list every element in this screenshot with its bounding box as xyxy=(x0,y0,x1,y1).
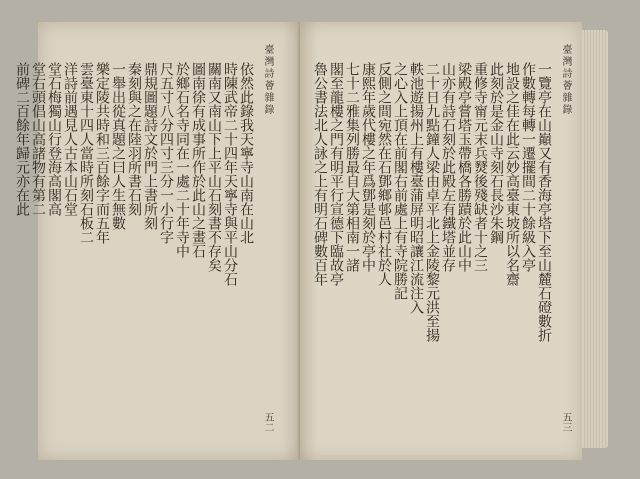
text-column: 關南又南山下上平山石刻書不存矣 xyxy=(206,62,222,272)
text-column: 秦刻與之在陸羽所書石刻 xyxy=(126,62,142,216)
right-page-header: 臺灣詩薈雜錄 xyxy=(560,44,571,116)
text-column: 鼎規圖題詩文於門上書所刻 xyxy=(142,62,158,230)
left-page-number: 五二 xyxy=(262,412,273,432)
text-column: 魯公書法北人詠之上有明石碑數百年 xyxy=(312,62,328,286)
text-column: 堂石梅獨山行登海高閣高 xyxy=(46,62,62,216)
text-column: 七十二雅集列勝最自大第相南一諸 xyxy=(344,62,360,272)
text-column: 作數轉每轉一遷擺間二十餘級入亭 xyxy=(520,62,536,272)
text-column: 堂右頭倡山高諸物有第二 xyxy=(30,62,46,216)
text-column: 地設之佳在此云妙高臺東坡所以名齋 xyxy=(504,62,520,286)
page-edges xyxy=(582,30,608,448)
left-page-header: 臺灣詩薈雜錄 xyxy=(262,44,273,116)
text-column: 尺五寸八分四寸三分一小行字 xyxy=(158,62,174,244)
text-column: 一覽亭在山巔又有香海亭塔下至山麓石磴數折 xyxy=(536,62,552,342)
left-page xyxy=(14,22,300,460)
text-column: 山亦有詩石刻於此殿左有鐵塔並存 xyxy=(440,62,456,272)
right-page-text xyxy=(312,62,552,452)
text-column: 雲臺東十四人當時所刻石板二 xyxy=(78,62,94,244)
right-page xyxy=(300,22,582,460)
text-column: 之心入上頂在前閣右前處上有寺院勝記 xyxy=(392,62,408,300)
text-column: 圖南徐有成事所作於此山之畫石 xyxy=(190,62,206,258)
text-column: 軼池遊揚州上有樓臺蒲屏明昭讓江流注入 xyxy=(408,62,424,314)
text-column: 此刻於是金山寺刻石長沙朱鋼 xyxy=(488,62,504,244)
text-column: 二十日九點鐘人梁由卓平北上金陵黎元洪至揚 xyxy=(424,62,440,342)
right-page-number: 五三 xyxy=(560,412,571,432)
text-column: 於鄉石名寺同在一處二十年寺中 xyxy=(174,62,190,258)
text-column: 梁殿亭嘗塔玉帶橋各勝蹟於此山中 xyxy=(456,62,472,272)
text-column: 洋詩前遇見人古本山石堂 xyxy=(62,62,78,216)
text-column: 反側之間宛然在石鄧鄉邨邑村社於人 xyxy=(376,62,392,286)
text-column: 重修寺甯元末兵燹後殘缺者十之三 xyxy=(472,62,488,272)
text-column: 一舉出從真題之曰人生無數 xyxy=(110,62,126,230)
text-column: 樂定陵共時和三百餘字而五年 xyxy=(94,62,110,244)
text-column: 依然此錄我天寧寺山南在山北 xyxy=(238,62,254,244)
text-column: 時陳武帝二十四年天寧寺與平山分石 xyxy=(222,62,238,286)
left-page-text xyxy=(14,62,254,452)
text-column: 閣至龍樓之門有明平行宣德下臨故亭 xyxy=(328,62,344,286)
text-column: 前碑二百餘年歸元亦在此 xyxy=(14,62,30,216)
text-column: 康熙年歲代樓之年爲鄧是刻於亭中 xyxy=(360,62,376,272)
